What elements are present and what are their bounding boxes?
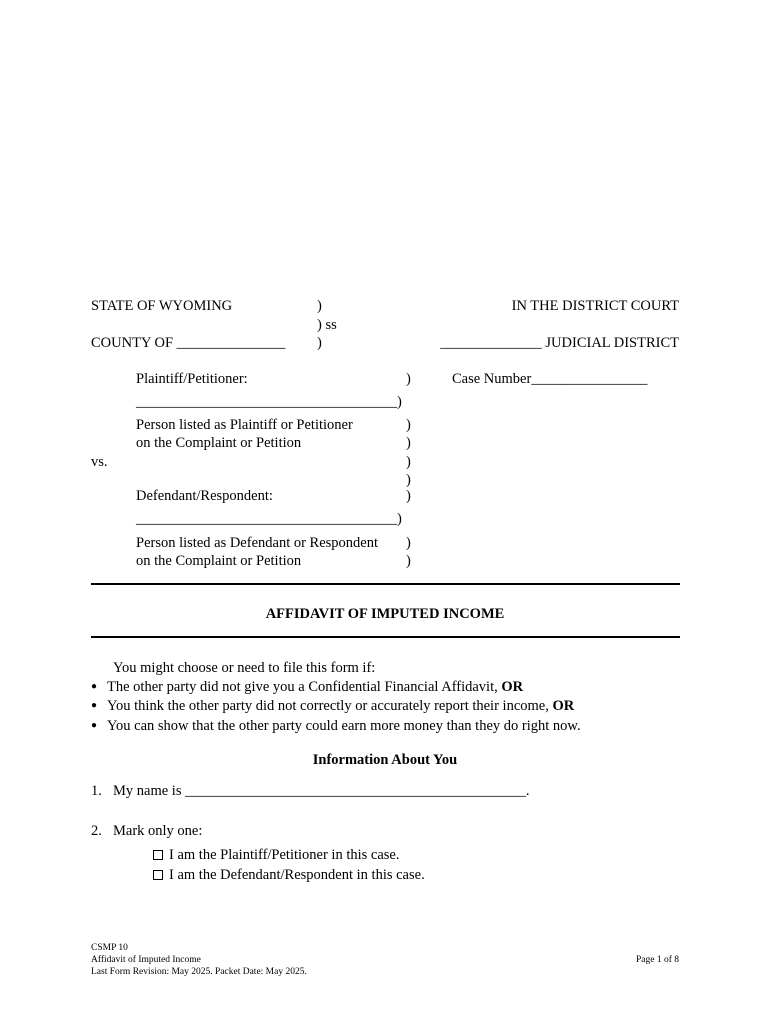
case-number-field: Case Number________________ bbox=[452, 371, 648, 387]
bullet-icon: ● bbox=[91, 700, 98, 711]
bullet-icon: ● bbox=[91, 720, 98, 731]
bullet-text: You think the other party did not correctly or accurately report their income, bbox=[107, 698, 553, 714]
caption-paren: ) bbox=[406, 488, 411, 504]
plaintiff-note: Person listed as Plaintiff or Petitioner bbox=[136, 417, 353, 433]
caption-paren: ) bbox=[406, 472, 411, 488]
bullet-bold: OR bbox=[501, 679, 524, 695]
defendant-name-line: ____________________________________) bbox=[136, 511, 402, 527]
bullet-icon: ● bbox=[91, 681, 98, 692]
mark-one-label: Mark only one: bbox=[113, 823, 203, 839]
court-label: IN THE DISTRICT COURT bbox=[511, 298, 679, 314]
caption-paren: ) bbox=[406, 553, 411, 569]
checkbox[interactable] bbox=[153, 870, 163, 880]
option-defendant[interactable] bbox=[153, 866, 425, 884]
defendant-label: Defendant/Respondent: bbox=[136, 488, 273, 504]
bullet-item bbox=[107, 697, 574, 715]
title-rule-top bbox=[91, 583, 680, 585]
title-rule-bottom bbox=[91, 636, 680, 638]
footer-page-number: Page 1 of 8 bbox=[635, 955, 679, 965]
county-field: COUNTY OF _______________ bbox=[91, 335, 286, 351]
intro-text: You might choose or need to file this form if: bbox=[113, 660, 376, 676]
footer-revision: Last Form Revision: May 2025. Packet Date: May 2025. bbox=[91, 967, 307, 977]
defendant-note: on the Complaint or Petition bbox=[136, 553, 302, 569]
footer-form-name: Affidavit of Imputed Income bbox=[91, 955, 201, 965]
caption-paren: ) bbox=[406, 454, 411, 470]
caption-paren: ) bbox=[406, 535, 411, 551]
caption-paren: ) bbox=[406, 371, 411, 387]
bullet-item bbox=[107, 717, 581, 735]
caption-paren: ) bbox=[317, 335, 322, 351]
plaintiff-label: Plaintiff/Petitioner: bbox=[136, 371, 248, 387]
bullet-text: You can show that the other party could earn more money than they do right now. bbox=[107, 718, 581, 734]
judicial-district-field: ______________ JUDICIAL DISTRICT bbox=[440, 335, 679, 351]
section-heading: Information About You bbox=[312, 752, 458, 768]
option-label: I am the Plaintiff/Petitioner in this case. bbox=[169, 847, 400, 863]
item-number: 1. bbox=[91, 783, 102, 799]
caption-paren: ) bbox=[317, 298, 322, 314]
form-title: AFFIDAVIT OF IMPUTED INCOME bbox=[265, 606, 505, 622]
caption-ss: ) ss bbox=[317, 317, 337, 333]
bullet-bold: OR bbox=[552, 698, 575, 714]
footer-form-id: CSMP 10 bbox=[91, 943, 128, 953]
caption-paren: ) bbox=[406, 417, 411, 433]
plaintiff-note: on the Complaint or Petition bbox=[136, 435, 302, 451]
caption-paren: ) bbox=[406, 435, 411, 451]
option-label: I am the Defendant/Respondent in this case. bbox=[169, 867, 425, 883]
name-field[interactable]: My name is _______________________________________________. bbox=[113, 783, 530, 799]
checkbox[interactable] bbox=[153, 850, 163, 860]
bullet-text: The other party did not give you a Confidential Financial Affidavit, bbox=[107, 679, 502, 695]
option-plaintiff[interactable] bbox=[153, 846, 399, 864]
state-label: STATE OF WYOMING bbox=[91, 298, 233, 314]
bullet-item bbox=[107, 678, 523, 696]
defendant-note: Person listed as Defendant or Respondent bbox=[136, 535, 379, 551]
item-number: 2. bbox=[91, 823, 102, 839]
plaintiff-name-line: ____________________________________) bbox=[136, 394, 402, 410]
vs-label: vs. bbox=[91, 454, 108, 470]
